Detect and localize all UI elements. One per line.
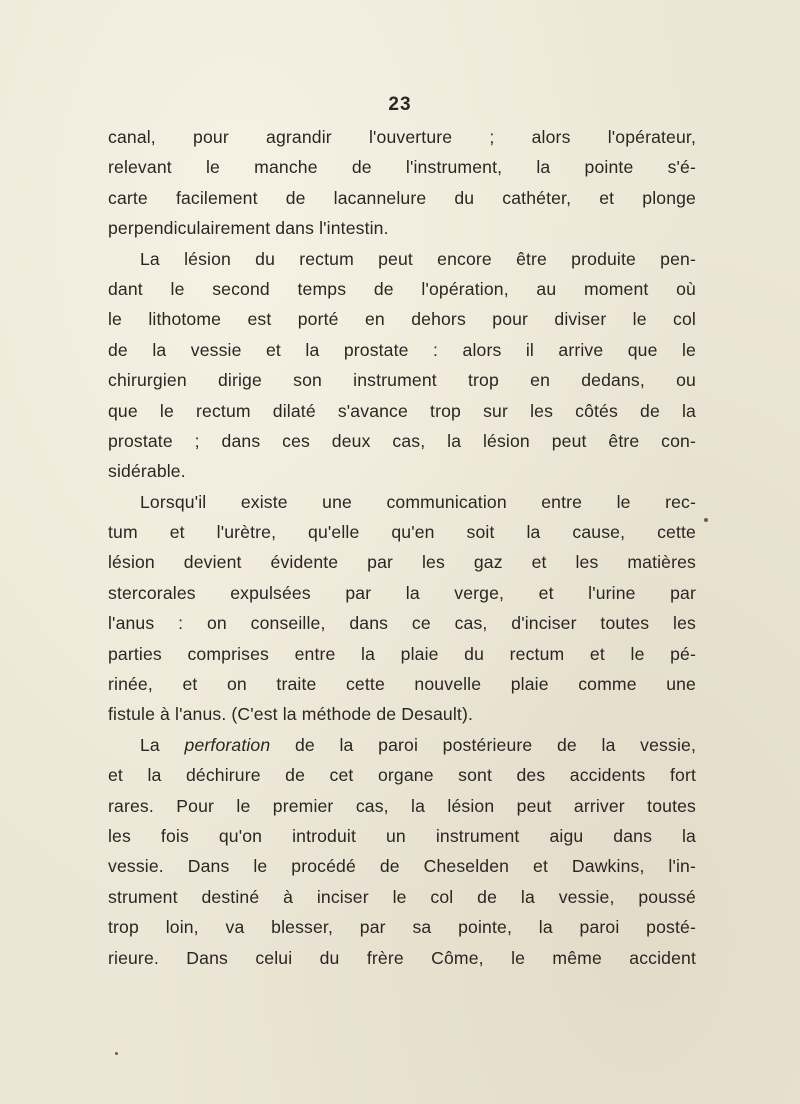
text-line: chirurgien dirige son instrument trop en dedans, ou: [108, 370, 696, 391]
text-line: et la déchirure de cet organe sont des accidents fort: [108, 765, 696, 786]
page-number: 23: [388, 94, 412, 115]
paragraph-start-line: La lésion du rectum peut encore être produite pen-: [140, 248, 696, 269]
text-line: parties comprises entre la plaie du rectum et le pé-: [108, 643, 696, 664]
text-line: tum et l'urètre, qu'elle qu'en soit la cause, cette: [108, 522, 696, 543]
text-line: rinée, et on traite cette nouvelle plaie comme une: [108, 674, 696, 695]
body-text: [108, 122, 696, 973]
text-line: fistule à l'anus. (C'est la méthode de Desault).: [108, 704, 473, 725]
text-line: trop loin, va blesser, par sa pointe, la paroi posté-: [108, 917, 696, 938]
text-line: le lithotome est porté en dehors pour diviser le col: [108, 309, 696, 330]
text-line: rares. Pour le premier cas, la lésion peut arriver toutes: [108, 795, 696, 816]
paragraph-start-line: Lorsqu'il existe une communication entre le rec-: [140, 491, 696, 512]
text-line: prostate ; dans ces deux cas, la lésion peut être con-: [108, 430, 696, 451]
text-line: l'anus : on conseille, dans ce cas, d'inciser toutes les: [108, 613, 696, 634]
line-prefix: La: [140, 734, 185, 755]
paper-speck: [704, 518, 708, 522]
emphasized-term: perforation: [184, 734, 271, 755]
paper-speck: [115, 1052, 118, 1055]
text-line: les fois qu'on introduit un instrument aigu dans la: [108, 825, 696, 846]
text-line: carte facilement de lacannelure du cathéter, et plonge: [108, 187, 696, 208]
text-line: sidérable.: [108, 461, 186, 482]
text-line: stercorales expulsées par la verge, et l'urine par: [108, 582, 696, 603]
text-line: que le rectum dilaté s'avance trop sur les côtés de la: [108, 400, 696, 421]
paragraph-start-line: [108, 730, 696, 760]
text-line: strument destiné à inciser le col de la vessie, poussé: [108, 886, 696, 907]
text-line: perpendiculairement dans l'intestin.: [108, 218, 389, 239]
line-suffix: de la paroi postérieure de la vessie,: [270, 734, 696, 755]
text-line: vessie. Dans le procédé de Cheselden et Dawkins, l'in-: [108, 856, 696, 877]
text-line: canal, pour agrandir l'ouverture ; alors l'opérateur,: [108, 127, 696, 147]
text-line: de la vessie et la prostate : alors il arrive que le: [108, 339, 696, 360]
text-line: rieure. Dans celui du frère Côme, le même accident: [108, 947, 696, 968]
text-line: dant le second temps de l'opération, au moment où: [108, 278, 696, 299]
text-line: relevant le manche de l'instrument, la pointe s'é-: [108, 157, 696, 178]
text-line: lésion devient évidente par les gaz et les matières: [108, 552, 696, 573]
